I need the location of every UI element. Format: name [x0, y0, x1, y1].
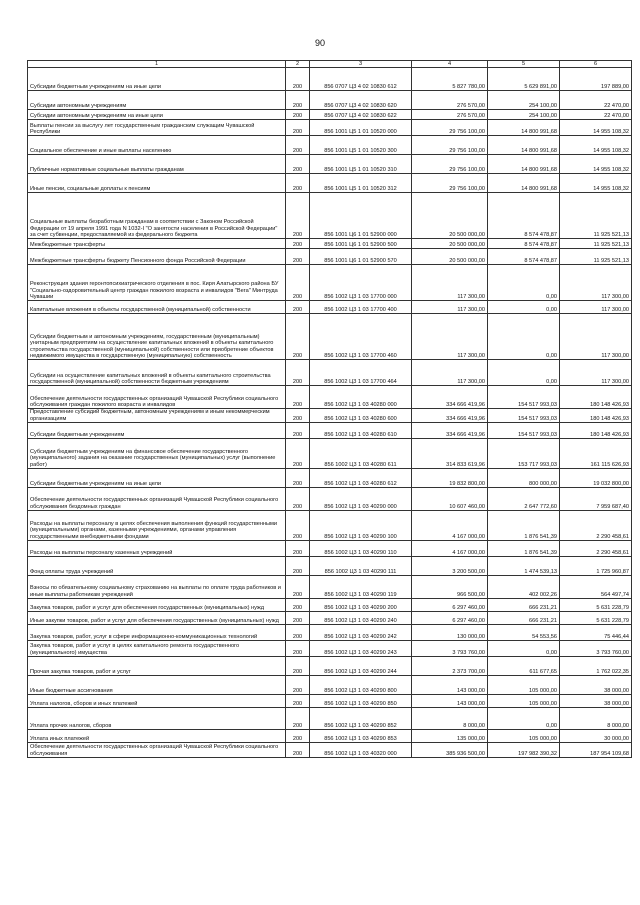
row-code-cell: 200 — [286, 488, 310, 511]
row-executed-cell: 0,00 — [488, 301, 560, 314]
row-kbk-cell: 856 1002 Ц3 1 03 40290 100 — [310, 511, 412, 541]
row-code-cell: 200 — [286, 301, 310, 314]
row-name-cell: Уплата прочих налогов, сборов — [28, 708, 286, 730]
table-row — [28, 708, 632, 730]
row-approved-cell: 4 167 000,00 — [412, 511, 488, 541]
row-code-cell: 200 — [286, 155, 310, 174]
row-code-cell: 200 — [286, 599, 310, 612]
row-executed-cell: 0,00 — [488, 265, 560, 301]
row-executed-cell: 8 574 478,87 — [488, 193, 560, 239]
row-kbk-cell: 856 1001 Ц6 1 01 52900 500 — [310, 239, 412, 249]
row-name-cell: Обеспечение деятельности государственных организаций Чувашской Республики социального обслуживания бездомных граждан — [28, 488, 286, 511]
row-name-cell: Субсидии автономным учреждениям на иные цели — [28, 110, 286, 120]
row-name-cell: Иные пенсии, социальные доплаты к пенсиям — [28, 174, 286, 193]
row-executed-cell: 14 800 991,68 — [488, 155, 560, 174]
row-name-cell: Реконструкция здания геронтопсихиатрического отделения в пос. Киря Алатырского района БУ "Социально-оздоровительный центр граждан пожилого возраста и инвалидов "Вега" Минтруда Чувашии — [28, 265, 286, 301]
column-header: 2 — [286, 61, 310, 68]
row-kbk-cell: 856 0707 Ц3 4 02 10830 612 — [310, 68, 412, 91]
row-approved-cell: 29 756 100,00 — [412, 155, 488, 174]
row-executed-cell: 254 100,00 — [488, 91, 560, 110]
header-row — [28, 61, 632, 68]
row-unexecuted-cell: 180 148 426,93 — [560, 423, 632, 439]
row-kbk-cell: 856 1001 Ц5 1 01 10520 312 — [310, 174, 412, 193]
row-executed-cell: 402 002,26 — [488, 576, 560, 599]
table-body — [28, 68, 632, 758]
row-approved-cell: 966 500,00 — [412, 576, 488, 599]
row-executed-cell: 0,00 — [488, 314, 560, 360]
row-code-cell: 200 — [286, 120, 310, 136]
table-row — [28, 541, 632, 557]
row-approved-cell: 385 936 500,00 — [412, 743, 488, 758]
table-row — [28, 599, 632, 612]
table-row — [28, 239, 632, 249]
row-approved-cell: 20 500 000,00 — [412, 193, 488, 239]
row-kbk-cell: 856 1001 Ц6 1 01 52900 570 — [310, 249, 412, 265]
row-kbk-cell: 856 1002 Ц3 1 03 40290 111 — [310, 557, 412, 576]
row-code-cell: 200 — [286, 541, 310, 557]
row-executed-cell: 0,00 — [488, 641, 560, 657]
row-code-cell: 200 — [286, 91, 310, 110]
table-row — [28, 409, 632, 423]
table-row — [28, 301, 632, 314]
row-code-cell: 200 — [286, 68, 310, 91]
row-kbk-cell: 856 1001 Ц5 1 01 10520 300 — [310, 136, 412, 155]
row-executed-cell: 14 800 991,68 — [488, 120, 560, 136]
row-name-cell: Расходы на выплаты персоналу казенных учреждений — [28, 541, 286, 557]
row-unexecuted-cell: 14 955 108,32 — [560, 174, 632, 193]
row-unexecuted-cell: 30 000,00 — [560, 730, 632, 743]
table-row — [28, 249, 632, 265]
table-row — [28, 120, 632, 136]
row-name-cell: Уплата иных платежей — [28, 730, 286, 743]
table-row — [28, 193, 632, 239]
row-executed-cell: 197 982 390,32 — [488, 743, 560, 758]
row-executed-cell: 1 876 541,39 — [488, 511, 560, 541]
row-code-cell: 200 — [286, 409, 310, 423]
row-code-cell: 200 — [286, 576, 310, 599]
row-name-cell: Обеспечение деятельности государственных организаций Чувашской Республики социального обслуживания — [28, 743, 286, 758]
row-approved-cell: 276 570,00 — [412, 91, 488, 110]
row-kbk-cell: 856 1002 Ц3 1 03 40290 240 — [310, 612, 412, 625]
column-header: 1 — [28, 61, 286, 68]
row-unexecuted-cell: 22 470,00 — [560, 110, 632, 120]
row-executed-cell: 611 677,65 — [488, 657, 560, 676]
table-row — [28, 68, 632, 91]
row-name-cell: Закупка товаров, работ и услуг для обеспечения государственных (муниципальных) нужд — [28, 599, 286, 612]
row-code-cell: 200 — [286, 708, 310, 730]
row-code-cell: 200 — [286, 360, 310, 386]
row-code-cell: 200 — [286, 695, 310, 708]
table-row — [28, 110, 632, 120]
row-unexecuted-cell: 11 925 521,13 — [560, 239, 632, 249]
row-kbk-cell: 856 1002 Ц3 1 03 17700 400 — [310, 301, 412, 314]
row-unexecuted-cell: 19 032 800,00 — [560, 469, 632, 488]
table-row — [28, 265, 632, 301]
row-name-cell: Субсидии бюджетным учреждениям на финансовое обеспечение государственного (муниципального) задания на оказание государственных (муниципальных) услуг (выполнение работ) — [28, 439, 286, 469]
row-approved-cell: 4 167 000,00 — [412, 541, 488, 557]
row-code-cell: 200 — [286, 110, 310, 120]
row-name-cell: Субсидии автономным учреждениям — [28, 91, 286, 110]
row-kbk-cell: 856 1002 Ц3 1 03 40290 852 — [310, 708, 412, 730]
row-kbk-cell: 856 1002 Ц3 1 03 40290 244 — [310, 657, 412, 676]
row-unexecuted-cell: 117 300,00 — [560, 314, 632, 360]
row-executed-cell: 0,00 — [488, 360, 560, 386]
row-approved-cell: 334 666 419,96 — [412, 386, 488, 409]
table-row — [28, 155, 632, 174]
row-code-cell: 200 — [286, 557, 310, 576]
row-kbk-cell: 856 1002 Ц3 1 03 40290 110 — [310, 541, 412, 557]
row-kbk-cell: 856 1002 Ц3 1 03 40290 000 — [310, 488, 412, 511]
row-approved-cell: 143 000,00 — [412, 695, 488, 708]
row-executed-cell: 154 517 993,03 — [488, 386, 560, 409]
row-kbk-cell: 856 1001 Ц5 1 01 10520 000 — [310, 120, 412, 136]
row-approved-cell: 8 000,00 — [412, 708, 488, 730]
row-executed-cell: 153 717 993,03 — [488, 439, 560, 469]
row-code-cell: 200 — [286, 612, 310, 625]
table-row — [28, 557, 632, 576]
row-code-cell: 200 — [286, 265, 310, 301]
row-executed-cell: 5 629 891,00 — [488, 68, 560, 91]
row-kbk-cell: 856 1002 Ц3 1 03 40290 800 — [310, 676, 412, 695]
row-name-cell: Фонд оплаты труда учреждений — [28, 557, 286, 576]
row-unexecuted-cell: 22 470,00 — [560, 91, 632, 110]
row-name-cell: Предоставление субсидий бюджетным, автономным учреждениям и иным некоммерческим организациям — [28, 409, 286, 423]
row-unexecuted-cell: 197 889,00 — [560, 68, 632, 91]
row-executed-cell: 1 876 541,39 — [488, 541, 560, 557]
row-name-cell: Закупка товаров, работ, услуг в сфере информационно-коммуникационных технологий — [28, 625, 286, 641]
row-unexecuted-cell: 2 290 458,61 — [560, 511, 632, 541]
row-code-cell: 200 — [286, 511, 310, 541]
row-code-cell: 200 — [286, 239, 310, 249]
row-code-cell: 200 — [286, 136, 310, 155]
row-approved-cell: 3 793 760,00 — [412, 641, 488, 657]
row-executed-cell: 666 231,21 — [488, 612, 560, 625]
table-row — [28, 612, 632, 625]
row-unexecuted-cell: 14 955 108,32 — [560, 155, 632, 174]
row-code-cell: 200 — [286, 174, 310, 193]
table-row — [28, 469, 632, 488]
row-name-cell: Публичные нормативные социальные выплаты гражданам — [28, 155, 286, 174]
row-name-cell: Расходы на выплаты персоналу в целях обеспечения выполнения функций государственными (муниципальными) органами, казенными учреждениями, органами управления государственными внебюджетными фондами — [28, 511, 286, 541]
page-number: 90 — [314, 38, 325, 48]
table-row — [28, 511, 632, 541]
row-executed-cell: 105 000,00 — [488, 676, 560, 695]
row-unexecuted-cell: 2 290 458,61 — [560, 541, 632, 557]
row-name-cell: Социальные выплаты безработным гражданам в соответствии с Законом Российской Федерации от 19 апреля 1991 года N 1032-I "О занятости населения в Российской Федерации" за счет субвенции, предоставляемой из федерального бюджета — [28, 193, 286, 239]
row-approved-cell: 2 373 700,00 — [412, 657, 488, 676]
row-name-cell: Закупка товаров, работ и услуг в целях капитального ремонта государственного (муниципального) имущества — [28, 641, 286, 657]
row-approved-cell: 20 500 000,00 — [412, 249, 488, 265]
row-unexecuted-cell: 38 000,00 — [560, 676, 632, 695]
row-name-cell: Субсидии бюджетным учреждениям на иные цели — [28, 68, 286, 91]
row-kbk-cell: 856 1002 Ц3 1 03 40280 000 — [310, 386, 412, 409]
row-code-cell: 200 — [286, 730, 310, 743]
table-row — [28, 695, 632, 708]
table-row — [28, 136, 632, 155]
row-name-cell: Взносы по обязательному социальному страхованию на выплаты по оплате труда работников и иные выплаты работникам учреждений — [28, 576, 286, 599]
row-approved-cell: 29 756 100,00 — [412, 136, 488, 155]
row-code-cell: 200 — [286, 386, 310, 409]
row-kbk-cell: 856 0707 Ц3 4 02 10830 620 — [310, 91, 412, 110]
row-approved-cell: 3 200 500,00 — [412, 557, 488, 576]
row-code-cell: 200 — [286, 249, 310, 265]
row-executed-cell: 8 574 478,87 — [488, 249, 560, 265]
row-approved-cell: 29 756 100,00 — [412, 174, 488, 193]
row-unexecuted-cell: 14 955 108,32 — [560, 120, 632, 136]
row-code-cell: 200 — [286, 625, 310, 641]
table-row — [28, 730, 632, 743]
row-approved-cell: 19 832 800,00 — [412, 469, 488, 488]
budget-execution-table — [27, 60, 632, 758]
table-row — [28, 488, 632, 511]
row-approved-cell: 135 000,00 — [412, 730, 488, 743]
row-unexecuted-cell: 8 000,00 — [560, 708, 632, 730]
row-kbk-cell: 856 1002 Ц3 1 03 40280 612 — [310, 469, 412, 488]
column-header: 5 — [488, 61, 560, 68]
row-unexecuted-cell: 7 959 687,40 — [560, 488, 632, 511]
row-executed-cell: 14 800 991,68 — [488, 174, 560, 193]
row-approved-cell: 334 666 419,96 — [412, 409, 488, 423]
table-row — [28, 174, 632, 193]
row-unexecuted-cell: 117 300,00 — [560, 301, 632, 314]
row-executed-cell: 800 000,00 — [488, 469, 560, 488]
row-kbk-cell: 856 1002 Ц3 1 03 40280 610 — [310, 423, 412, 439]
row-approved-cell: 117 300,00 — [412, 301, 488, 314]
row-unexecuted-cell: 117 300,00 — [560, 265, 632, 301]
row-kbk-cell: 856 1002 Ц3 1 03 17700 464 — [310, 360, 412, 386]
row-code-cell: 200 — [286, 657, 310, 676]
table-row — [28, 625, 632, 641]
row-approved-cell: 10 607 460,00 — [412, 488, 488, 511]
row-executed-cell: 105 000,00 — [488, 695, 560, 708]
table-row — [28, 360, 632, 386]
row-unexecuted-cell: 180 148 426,93 — [560, 386, 632, 409]
row-approved-cell: 6 297 460,00 — [412, 612, 488, 625]
row-approved-cell: 117 300,00 — [412, 360, 488, 386]
row-unexecuted-cell: 3 793 760,00 — [560, 641, 632, 657]
row-approved-cell: 130 000,00 — [412, 625, 488, 641]
row-code-cell: 200 — [286, 193, 310, 239]
row-executed-cell: 105 000,00 — [488, 730, 560, 743]
row-approved-cell: 117 300,00 — [412, 265, 488, 301]
row-executed-cell: 14 800 991,68 — [488, 136, 560, 155]
row-kbk-cell: 856 1002 Ц3 1 03 40290 119 — [310, 576, 412, 599]
row-unexecuted-cell: 5 631 228,79 — [560, 599, 632, 612]
row-executed-cell: 154 517 993,03 — [488, 409, 560, 423]
row-name-cell: Субсидии на осуществление капитальных вложений в объекты капитального строительства государственной (муниципальной) собственности бюджетным учреждениям — [28, 360, 286, 386]
column-header: 4 — [412, 61, 488, 68]
row-executed-cell: 0,00 — [488, 708, 560, 730]
row-executed-cell: 154 517 993,03 — [488, 423, 560, 439]
row-approved-cell: 334 666 419,96 — [412, 423, 488, 439]
row-kbk-cell: 856 1002 Ц3 1 03 40280 611 — [310, 439, 412, 469]
row-name-cell: Межбюджетные трансферты — [28, 239, 286, 249]
row-name-cell: Социальное обеспечение и иные выплаты населению — [28, 136, 286, 155]
row-name-cell: Иные закупки товаров, работ и услуг для обеспечения государственных (муниципальных) нужд — [28, 612, 286, 625]
table-row — [28, 314, 632, 360]
row-name-cell: Выплаты пенсии за выслугу лет государственным гражданским служащим Чувашской Республики — [28, 120, 286, 136]
row-kbk-cell: 856 1001 Ц5 1 01 10520 310 — [310, 155, 412, 174]
row-unexecuted-cell: 1 725 960,87 — [560, 557, 632, 576]
row-unexecuted-cell: 75 446,44 — [560, 625, 632, 641]
row-executed-cell: 666 231,21 — [488, 599, 560, 612]
table-row — [28, 657, 632, 676]
row-kbk-cell: 856 1002 Ц3 1 03 40290 242 — [310, 625, 412, 641]
row-approved-cell: 117 300,00 — [412, 314, 488, 360]
row-unexecuted-cell: 1 762 022,35 — [560, 657, 632, 676]
row-unexecuted-cell: 564 497,74 — [560, 576, 632, 599]
row-kbk-cell: 856 1002 Ц3 1 03 40290 850 — [310, 695, 412, 708]
row-approved-cell: 6 297 460,00 — [412, 599, 488, 612]
row-code-cell: 200 — [286, 314, 310, 360]
row-approved-cell: 20 500 000,00 — [412, 239, 488, 249]
row-name-cell: Иные бюджетные ассигнования — [28, 676, 286, 695]
row-approved-cell: 314 833 619,96 — [412, 439, 488, 469]
table-row — [28, 91, 632, 110]
row-name-cell: Субсидии бюджетным учреждениям — [28, 423, 286, 439]
row-kbk-cell: 856 1002 Ц3 1 03 40290 853 — [310, 730, 412, 743]
row-unexecuted-cell: 117 300,00 — [560, 360, 632, 386]
row-unexecuted-cell: 180 148 426,93 — [560, 409, 632, 423]
row-executed-cell: 54 553,56 — [488, 625, 560, 641]
row-name-cell: Обеспечение деятельности государственных организаций Чувашской Республики социального обслуживания граждан пожилого возраста и инвалидов — [28, 386, 286, 409]
row-approved-cell: 276 570,00 — [412, 110, 488, 120]
row-name-cell: Субсидии бюджетным и автономным учреждениям, государственным (муниципальным) унитарным предприятиям на осуществление капитальных вложений в объекты капитального строительства государственной (муниципальной) собственности или приобретение объектов недвижимого имущества в государственную (муниципальную) собственность — [28, 314, 286, 360]
row-name-cell: Капитальные вложения в объекты государственной (муниципальной) собственности — [28, 301, 286, 314]
table-row — [28, 423, 632, 439]
row-code-cell: 200 — [286, 423, 310, 439]
row-kbk-cell: 856 1002 Ц3 1 03 40320 000 — [310, 743, 412, 758]
row-code-cell: 200 — [286, 469, 310, 488]
row-code-cell: 200 — [286, 676, 310, 695]
row-name-cell: Прочая закупка товаров, работ и услуг — [28, 657, 286, 676]
table-row — [28, 641, 632, 657]
row-code-cell: 200 — [286, 641, 310, 657]
row-unexecuted-cell: 11 925 521,13 — [560, 249, 632, 265]
row-executed-cell: 8 574 478,87 — [488, 239, 560, 249]
row-unexecuted-cell: 11 925 521,13 — [560, 193, 632, 239]
table-row — [28, 386, 632, 409]
row-approved-cell: 143 000,00 — [412, 676, 488, 695]
row-unexecuted-cell: 187 954 109,68 — [560, 743, 632, 758]
row-executed-cell: 1 474 539,13 — [488, 557, 560, 576]
table-row — [28, 676, 632, 695]
row-code-cell: 200 — [286, 439, 310, 469]
row-kbk-cell: 856 1002 Ц3 1 03 17700 460 — [310, 314, 412, 360]
row-kbk-cell: 856 1002 Ц3 1 03 40290 243 — [310, 641, 412, 657]
row-kbk-cell: 856 1002 Ц3 1 03 40290 200 — [310, 599, 412, 612]
row-approved-cell: 29 756 100,00 — [412, 120, 488, 136]
row-unexecuted-cell: 38 000,00 — [560, 695, 632, 708]
row-unexecuted-cell: 5 631 228,79 — [560, 612, 632, 625]
row-name-cell: Уплата налогов, сборов и иных платежей — [28, 695, 286, 708]
row-kbk-cell: 856 1002 Ц3 1 03 17700 000 — [310, 265, 412, 301]
row-name-cell: Субсидии бюджетным учреждениям на иные цели — [28, 469, 286, 488]
row-kbk-cell: 856 1002 Ц3 1 03 40280 600 — [310, 409, 412, 423]
column-header: 3 — [310, 61, 412, 68]
row-unexecuted-cell: 14 955 108,32 — [560, 136, 632, 155]
row-approved-cell: 5 827 780,00 — [412, 68, 488, 91]
table-row — [28, 743, 632, 758]
row-executed-cell: 2 647 772,60 — [488, 488, 560, 511]
table-row — [28, 439, 632, 469]
row-kbk-cell: 856 1001 Ц6 1 01 52900 000 — [310, 193, 412, 239]
row-code-cell: 200 — [286, 743, 310, 758]
row-name-cell: Межбюджетные трансферты бюджету Пенсионного фонда Российской Федерации — [28, 249, 286, 265]
row-kbk-cell: 856 0707 Ц3 4 02 10830 622 — [310, 110, 412, 120]
row-unexecuted-cell: 161 115 626,93 — [560, 439, 632, 469]
row-executed-cell: 254 100,00 — [488, 110, 560, 120]
column-header: 6 — [560, 61, 632, 68]
table-row — [28, 576, 632, 599]
